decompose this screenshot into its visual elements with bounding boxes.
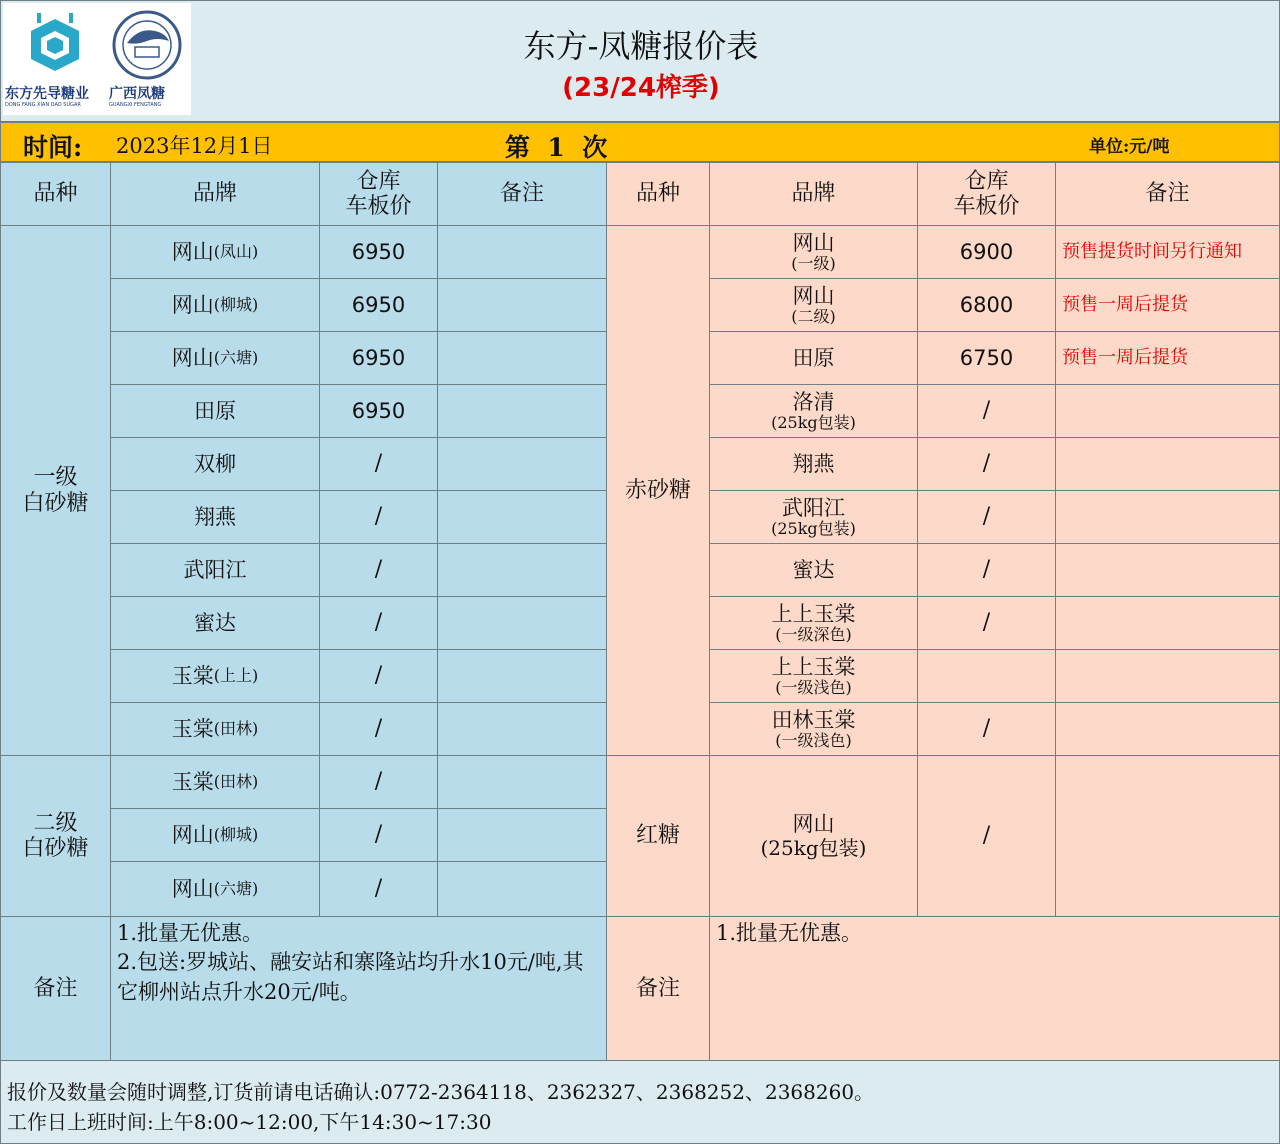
table-row [709, 755, 918, 917]
note-cell [437, 331, 607, 385]
brand-origin: (柳城) [213, 824, 259, 844]
note-cell [437, 755, 607, 809]
brand-name: 网山 [171, 292, 214, 317]
left-category-grade2: 二级 白砂糖 [0, 755, 111, 917]
price-cell [917, 649, 1056, 703]
table-row [709, 702, 918, 756]
note-cell [1055, 490, 1280, 544]
logo-left-sub: DONG FANG XIAN DAO SUGAR [5, 102, 81, 108]
brand-name: 网山 [171, 876, 214, 901]
brand-name: 玉棠 [171, 716, 214, 741]
price-cell: / [319, 755, 438, 809]
logo-area [3, 3, 191, 115]
table-row [110, 543, 320, 597]
brand-spec: (一级浅色) [775, 730, 852, 750]
note-cell [437, 808, 607, 862]
note-cell [1055, 755, 1280, 917]
brand-origin: (柳城) [213, 294, 259, 314]
note-cell [437, 278, 607, 332]
brand-name: 网山 [792, 283, 835, 308]
brand-origin: (田林) [213, 771, 259, 791]
right-remarks-text: 1.批量无优惠。 [709, 916, 1280, 1061]
table-row [709, 437, 918, 491]
brand-name: 网山 [171, 822, 214, 847]
wangshan-seal-icon [109, 9, 185, 81]
brand-spec: (25kg包装) [771, 412, 856, 432]
price-cell: / [319, 861, 438, 917]
col-header-brand-left: 品牌 [110, 162, 320, 226]
price-cell: / [917, 543, 1056, 597]
note-cell [437, 543, 607, 597]
price-cell: 6950 [319, 384, 438, 438]
brand-name: 武阳江 [782, 495, 845, 520]
left-remarks-text: 1.批量无优惠。 2.包送:罗城站、融安站和寨隆站均升水10元/吨,其它柳州站点升水20元/吨。 [110, 916, 607, 1061]
price-cell: / [917, 755, 1056, 917]
brand-origin: (上上) [213, 665, 259, 685]
table-row [709, 490, 918, 544]
col-header-note-left: 备注 [437, 162, 607, 226]
brand-name: 田林玉棠 [771, 707, 856, 732]
brand-name: 双柳 [194, 451, 236, 476]
left-category-grade1: 一级 白砂糖 [0, 225, 111, 756]
logo-left-text: 东方先导糖业 [5, 86, 89, 102]
brand-name: 蜜达 [194, 610, 236, 635]
table-row [709, 384, 918, 438]
unit-label: 单位:元/吨 [1089, 137, 1170, 157]
price-cell: / [319, 702, 438, 756]
table-row [110, 702, 320, 756]
price-cell: / [319, 596, 438, 650]
table-row [110, 384, 320, 438]
footer-contact: 报价及数量会随时调整,订货前请电话确认:0772-2364118、2362327、2368252、2368260。 [7, 1080, 875, 1104]
note-cell [1055, 384, 1280, 438]
price-cell: / [917, 437, 1056, 491]
page-title: 东方-凤糖报价表 [523, 27, 759, 65]
table-row [110, 278, 320, 332]
price-cell: / [917, 596, 1056, 650]
brand-origin: (六塘) [213, 347, 259, 367]
price-cell: / [917, 490, 1056, 544]
logo-right-text: 广西凤糖 [109, 86, 165, 102]
note-cell [437, 225, 607, 279]
note-cell [1055, 702, 1280, 756]
col-header-price-right: 仓库 车板价 [917, 162, 1056, 226]
footer [0, 1060, 1280, 1144]
brand-name: 网山 [171, 239, 214, 264]
brand-name: 网山 [171, 345, 214, 370]
note-cell [1055, 543, 1280, 597]
info-bar [0, 122, 1280, 162]
sequence-label: 第 1 次 [505, 133, 608, 162]
brand-spec: (一级深色) [775, 624, 852, 644]
note-cell [1055, 649, 1280, 703]
brand-spec: (一级浅色) [775, 677, 852, 697]
brand-origin: (六塘) [213, 878, 259, 898]
price-cell: / [917, 702, 1056, 756]
price-cell: / [917, 384, 1056, 438]
right-category-brown: 赤砂糖 [606, 225, 710, 756]
table-row [709, 331, 918, 385]
note-cell [437, 649, 607, 703]
col-header-note-right: 备注 [1055, 162, 1280, 226]
brand-spec: (二级) [791, 306, 836, 326]
table-row [110, 225, 320, 279]
note-cell [437, 490, 607, 544]
table-row [110, 649, 320, 703]
brand-origin: (凤山) [213, 241, 259, 261]
note-cell [437, 437, 607, 491]
price-cell: 6950 [319, 278, 438, 332]
brand-name: 田原 [194, 398, 236, 423]
note-cell [437, 702, 607, 756]
brand-spec: (一级) [791, 253, 836, 273]
note-cell [437, 861, 607, 917]
brand-name: 上上玉棠 [771, 601, 856, 626]
table-row [709, 649, 918, 703]
table-row [709, 225, 918, 279]
price-cell: / [319, 649, 438, 703]
price-cell: / [319, 490, 438, 544]
price-cell: / [319, 808, 438, 862]
brand-name: 网山 [792, 812, 835, 837]
note-cell [1055, 437, 1280, 491]
table-row [709, 596, 918, 650]
brand-name: 玉棠 [171, 663, 214, 688]
footer-hours: 工作日上班时间:上午8:00~12:00,下午14:30~17:30 [7, 1110, 492, 1134]
time-label: 时间: [23, 133, 83, 162]
brand-spec: (25kg包装) [760, 835, 867, 860]
dongfang-logo-icon [25, 13, 85, 79]
brand-origin: (田林) [213, 718, 259, 738]
header [0, 0, 1280, 122]
date-value: 2023年12月1日 [116, 134, 273, 158]
brand-name: 田原 [792, 345, 835, 370]
table-row [110, 490, 320, 544]
brand-name: 蜜达 [792, 557, 835, 582]
brand-spec: (25kg包装) [771, 518, 856, 538]
table-row [110, 331, 320, 385]
right-category-red: 红糖 [606, 755, 710, 917]
col-header-price-left: 仓库 车板价 [319, 162, 438, 226]
table-row [110, 755, 320, 809]
note-cell [437, 596, 607, 650]
table-row [110, 437, 320, 491]
price-cell: 6950 [319, 331, 438, 385]
brand-name: 玉棠 [171, 769, 214, 794]
right-remarks-label: 备注 [606, 916, 710, 1061]
logo-right-sub: GUANGXI FENGTANG [109, 102, 162, 108]
brand-name: 翔燕 [194, 504, 236, 529]
note-cell [1055, 596, 1280, 650]
note-cell: 预售一周后提货 [1055, 278, 1280, 332]
brand-name: 武阳江 [183, 557, 247, 582]
table-row [709, 278, 918, 332]
brand-name: 洛清 [792, 389, 835, 414]
table-row [110, 861, 320, 917]
price-cell: / [319, 437, 438, 491]
col-header-category-right: 品种 [606, 162, 710, 226]
table-row [110, 808, 320, 862]
note-cell: 预售一周后提货 [1055, 331, 1280, 385]
price-cell: 6800 [917, 278, 1056, 332]
brand-name: 上上玉棠 [771, 654, 856, 679]
price-cell: 6750 [917, 331, 1056, 385]
note-cell [437, 384, 607, 438]
price-cell: 6900 [917, 225, 1056, 279]
table-row [709, 543, 918, 597]
price-cell: / [319, 543, 438, 597]
col-header-brand-right: 品牌 [709, 162, 918, 226]
brand-name: 网山 [792, 230, 835, 255]
col-header-category-left: 品种 [0, 162, 111, 226]
price-cell: 6950 [319, 225, 438, 279]
left-remarks-label: 备注 [0, 916, 111, 1061]
season-label: (23/24榨季) [562, 73, 720, 103]
brand-name: 翔燕 [792, 451, 835, 476]
note-cell: 预售提货时间另行通知 [1055, 225, 1280, 279]
table-row [110, 596, 320, 650]
